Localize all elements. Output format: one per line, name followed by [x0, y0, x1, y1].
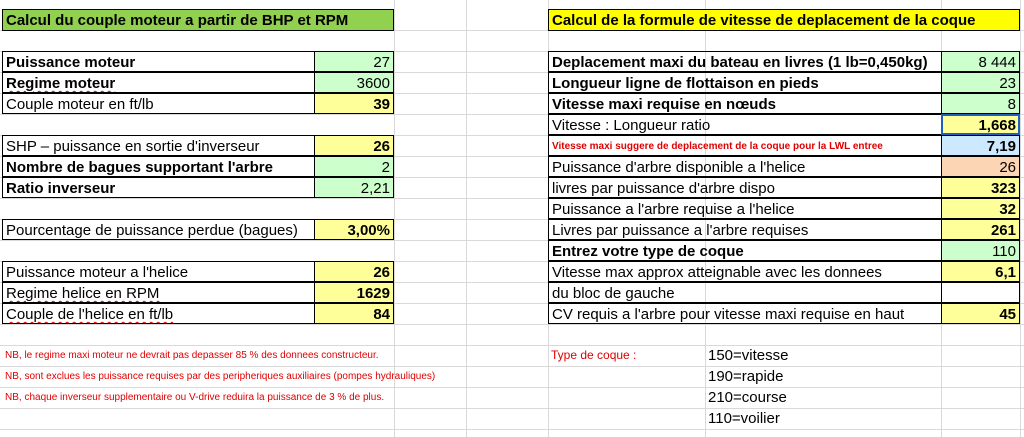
couple-moteur-label[interactable]: Couple moteur en ft/lb: [2, 93, 315, 114]
vitesse-requise-value[interactable]: 8: [941, 93, 1020, 114]
deplacement-value[interactable]: 8 444: [941, 51, 1020, 72]
puissance-helice-label[interactable]: Puissance moteur a l'helice: [2, 261, 315, 282]
livres-dispo-value[interactable]: 323: [941, 177, 1020, 198]
regime-helice-text: Regime helice en RPM: [6, 285, 160, 302]
longueur-value[interactable]: 23: [941, 72, 1020, 93]
nombre-bagues-label[interactable]: Nombre de bagues supportant l'arbre: [2, 156, 315, 177]
vitesse-max-approx-value[interactable]: 6,1: [941, 261, 1020, 282]
puissance-arbre-requise-value[interactable]: 32: [941, 198, 1020, 219]
type-coque-value[interactable]: 110: [941, 240, 1020, 261]
note-1[interactable]: NB, le regime maxi moteur ne devrait pas depasser 85 % des donnees constructeur.: [5, 350, 379, 361]
ratio-inverseur-label[interactable]: Ratio inverseur: [2, 177, 315, 198]
longueur-label[interactable]: Longueur ligne de flottaison en pieds: [548, 72, 942, 93]
vitesse-max-approx-label[interactable]: Vitesse max approx atteignable avec les donnees: [548, 261, 942, 282]
regime-moteur-text: Regime moteur: [6, 75, 116, 92]
puissance-moteur-value[interactable]: 27: [314, 51, 394, 72]
pourcentage-perdue-label[interactable]: Pourcentage de puissance perdue (bagues): [2, 219, 315, 240]
type-coque-label[interactable]: Entrez votre type de coque: [548, 240, 942, 261]
puissance-arbre-dispo-label[interactable]: Puissance d'arbre disponible a l'helice: [548, 156, 942, 177]
ratio-value[interactable]: 1,668: [941, 114, 1020, 135]
cv-requis-value[interactable]: 45: [941, 303, 1020, 324]
bloc-gauche-value[interactable]: [941, 282, 1020, 303]
shp-value[interactable]: 26: [314, 135, 394, 156]
cv-requis-label[interactable]: CV requis a l'arbre pour vitesse maxi requise en haut: [548, 303, 942, 324]
couple-helice-label[interactable]: [2, 303, 315, 324]
pourcentage-perdue-value[interactable]: 3,00%: [314, 219, 394, 240]
shp-label[interactable]: SHP – puissance en sortie d'inverseur: [2, 135, 315, 156]
couple-helice-value[interactable]: 84: [314, 303, 394, 324]
puissance-arbre-dispo-value[interactable]: 26: [941, 156, 1020, 177]
regime-helice-label[interactable]: [2, 282, 315, 303]
regime-helice-value[interactable]: 1629: [314, 282, 394, 303]
ratio-inverseur-value[interactable]: 2,21: [314, 177, 394, 198]
type-option-voilier[interactable]: 110=voilier: [708, 410, 780, 427]
right-title[interactable]: Calcul de la formule de vitesse de deplacement de la coque: [548, 9, 1020, 31]
livres-dispo-label[interactable]: livres par puissance d'arbre dispo: [548, 177, 942, 198]
deplacement-label[interactable]: Deplacement maxi du bateau en livres (1 lb=0,450kg): [548, 51, 942, 72]
couple-helice-text: Couple de l'helice en ft/lb: [6, 306, 174, 323]
vitesse-suggeree-value[interactable]: 7,19: [941, 135, 1020, 156]
vitesse-requise-label[interactable]: Vitesse maxi requise en nœuds: [548, 93, 942, 114]
note-2[interactable]: NB, sont exclues les puissance requises par des peripheriques auxiliaires (pompes hydrauliques): [5, 371, 436, 382]
type-option-rapide[interactable]: 190=rapide: [708, 368, 784, 385]
vitesse-suggeree-label[interactable]: Vitesse maxi suggere de deplacement de la coque pour la LWL entree: [548, 135, 942, 156]
puissance-helice-value[interactable]: 26: [314, 261, 394, 282]
type-coque-legend-label[interactable]: Type de coque :: [551, 348, 637, 362]
puissance-arbre-requise-label[interactable]: Puissance a l'arbre requise a l'helice: [548, 198, 942, 219]
livres-requises-value[interactable]: 261: [941, 219, 1020, 240]
regime-moteur-value[interactable]: 3600: [314, 72, 394, 93]
bloc-gauche-label[interactable]: du bloc de gauche: [548, 282, 942, 303]
type-option-course[interactable]: 210=course: [708, 389, 787, 406]
left-title[interactable]: Calcul du couple moteur a partir de BHP et RPM: [2, 9, 394, 31]
note-3[interactable]: NB, chaque inverseur supplementaire ou V-drive reduira la puissance de 3 % de plus.: [5, 392, 385, 403]
livres-requises-label[interactable]: Livres par puissance a l'arbre requises: [548, 219, 942, 240]
regime-moteur-label[interactable]: [2, 72, 315, 93]
puissance-moteur-label[interactable]: Puissance moteur: [2, 51, 315, 72]
type-option-vitesse[interactable]: 150=vitesse: [708, 347, 789, 364]
nombre-bagues-value[interactable]: 2: [314, 156, 394, 177]
ratio-label[interactable]: Vitesse : Longueur ratio: [548, 114, 942, 135]
couple-moteur-value[interactable]: 39: [314, 93, 394, 114]
